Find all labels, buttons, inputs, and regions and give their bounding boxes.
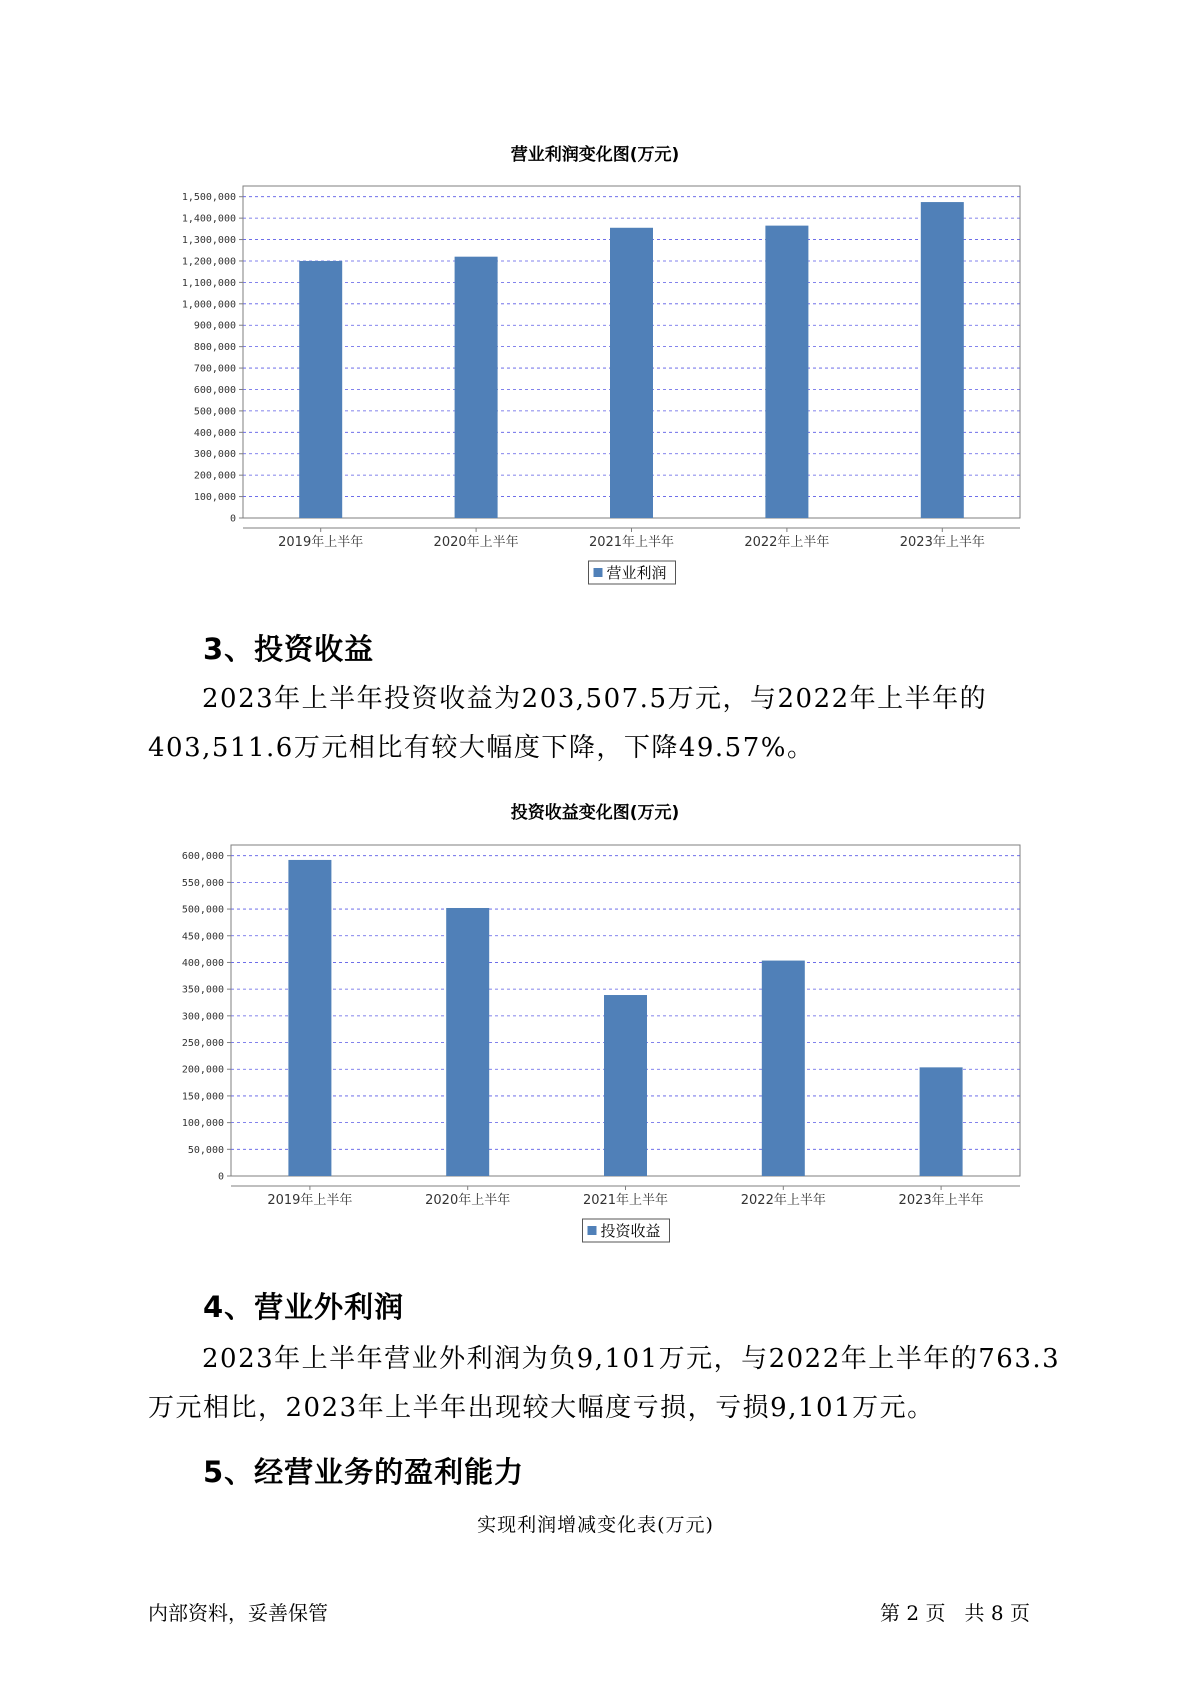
y-tick-label: 0 [217, 1171, 224, 1183]
footer-page-number: 第 2 页 共 8 页 [880, 1601, 1030, 1625]
legend-label: 投资收益 [600, 1222, 661, 1240]
y-tick-label: 700,000 [193, 363, 236, 375]
x-tick-label: 2023年上半年 [898, 1193, 984, 1208]
x-tick-label: 2021年上半年 [582, 1193, 669, 1208]
chart-title: 营业利润变化图(万元) [510, 145, 680, 165]
y-tick-label: 900,000 [193, 320, 236, 332]
y-tick-label: 50,000 [187, 1144, 224, 1156]
x-tick-label: 2023年上半年 [899, 535, 985, 550]
operating-profit-chart-svg [0, 135, 1191, 595]
y-tick-label: 1,000,000 [181, 299, 236, 311]
y-tick-label: 200,000 [181, 1064, 224, 1076]
bar [920, 1067, 963, 1176]
investment-income-chart-svg [0, 793, 1191, 1253]
operating-profit-chart [0, 135, 1191, 595]
y-tick-label: 550,000 [181, 877, 224, 889]
y-tick-label: 0 [229, 513, 236, 525]
chart-title: 投资收益变化图(万元) [510, 803, 680, 823]
y-tick-label: 600,000 [193, 384, 236, 396]
x-tick-label: 2019年上半年 [267, 1193, 353, 1208]
investment-income-chart [0, 793, 1191, 1253]
x-tick-label: 2022年上半年 [744, 535, 830, 550]
y-tick-label: 400,000 [193, 427, 236, 439]
y-tick-label: 1,200,000 [181, 256, 236, 268]
bar [921, 202, 964, 518]
x-tick-label: 2020年上半年 [425, 1193, 511, 1208]
legend-swatch [594, 568, 603, 577]
x-tick-label: 2022年上半年 [740, 1193, 826, 1208]
footer-confidential: 内部资料，妥善保管 [148, 1601, 328, 1625]
y-tick-label: 1,400,000 [181, 213, 236, 225]
legend-swatch [588, 1226, 597, 1235]
bar [604, 995, 647, 1176]
y-tick-label: 1,300,000 [181, 235, 236, 247]
y-tick-label: 350,000 [181, 984, 224, 996]
y-tick-label: 200,000 [193, 470, 236, 482]
y-tick-label: 1,100,000 [181, 277, 236, 289]
y-tick-label: 1,500,000 [181, 192, 236, 204]
bar [455, 257, 498, 518]
bar [288, 860, 331, 1176]
y-tick-label: 500,000 [181, 904, 224, 916]
x-tick-label: 2020年上半年 [433, 535, 519, 550]
paragraph-non-operating: 2023年上半年营业外利润为负9,101万元，与2022年上半年的763.3万元相比，2023年上半年出现较大幅度亏损，亏损9,101万元。 [148, 1344, 1061, 1423]
bar [762, 961, 805, 1176]
x-tick-label: 2019年上半年 [278, 535, 364, 550]
bar [765, 226, 808, 518]
y-tick-label: 800,000 [193, 342, 236, 354]
section-heading-investment: 3、投资收益 [203, 632, 375, 666]
table-caption: 实现利润增减变化表(万元) [477, 1514, 714, 1536]
y-tick-label: 300,000 [193, 449, 236, 461]
y-tick-label: 500,000 [193, 406, 236, 418]
y-tick-label: 250,000 [181, 1038, 224, 1050]
y-tick-label: 100,000 [181, 1118, 224, 1130]
y-tick-label: 450,000 [181, 931, 224, 943]
section-heading-non-operating: 4、营业外利润 [203, 1290, 405, 1324]
paragraph-investment: 2023年上半年投资收益为203,507.5万元，与2022年上半年的403,511.6万元相比有较大幅度下降，下降49.57%。 [148, 684, 988, 763]
y-tick-label: 600,000 [181, 851, 224, 863]
legend-label: 营业利润 [606, 564, 667, 582]
y-tick-label: 400,000 [181, 957, 224, 969]
y-tick-label: 150,000 [181, 1091, 224, 1103]
bar [610, 228, 653, 518]
x-tick-label: 2021年上半年 [588, 535, 675, 550]
section-heading-profitability: 5、经营业务的盈利能力 [203, 1455, 525, 1489]
y-tick-label: 100,000 [193, 492, 236, 504]
bar [299, 261, 342, 518]
bar [446, 908, 489, 1176]
y-tick-label: 300,000 [181, 1011, 224, 1023]
